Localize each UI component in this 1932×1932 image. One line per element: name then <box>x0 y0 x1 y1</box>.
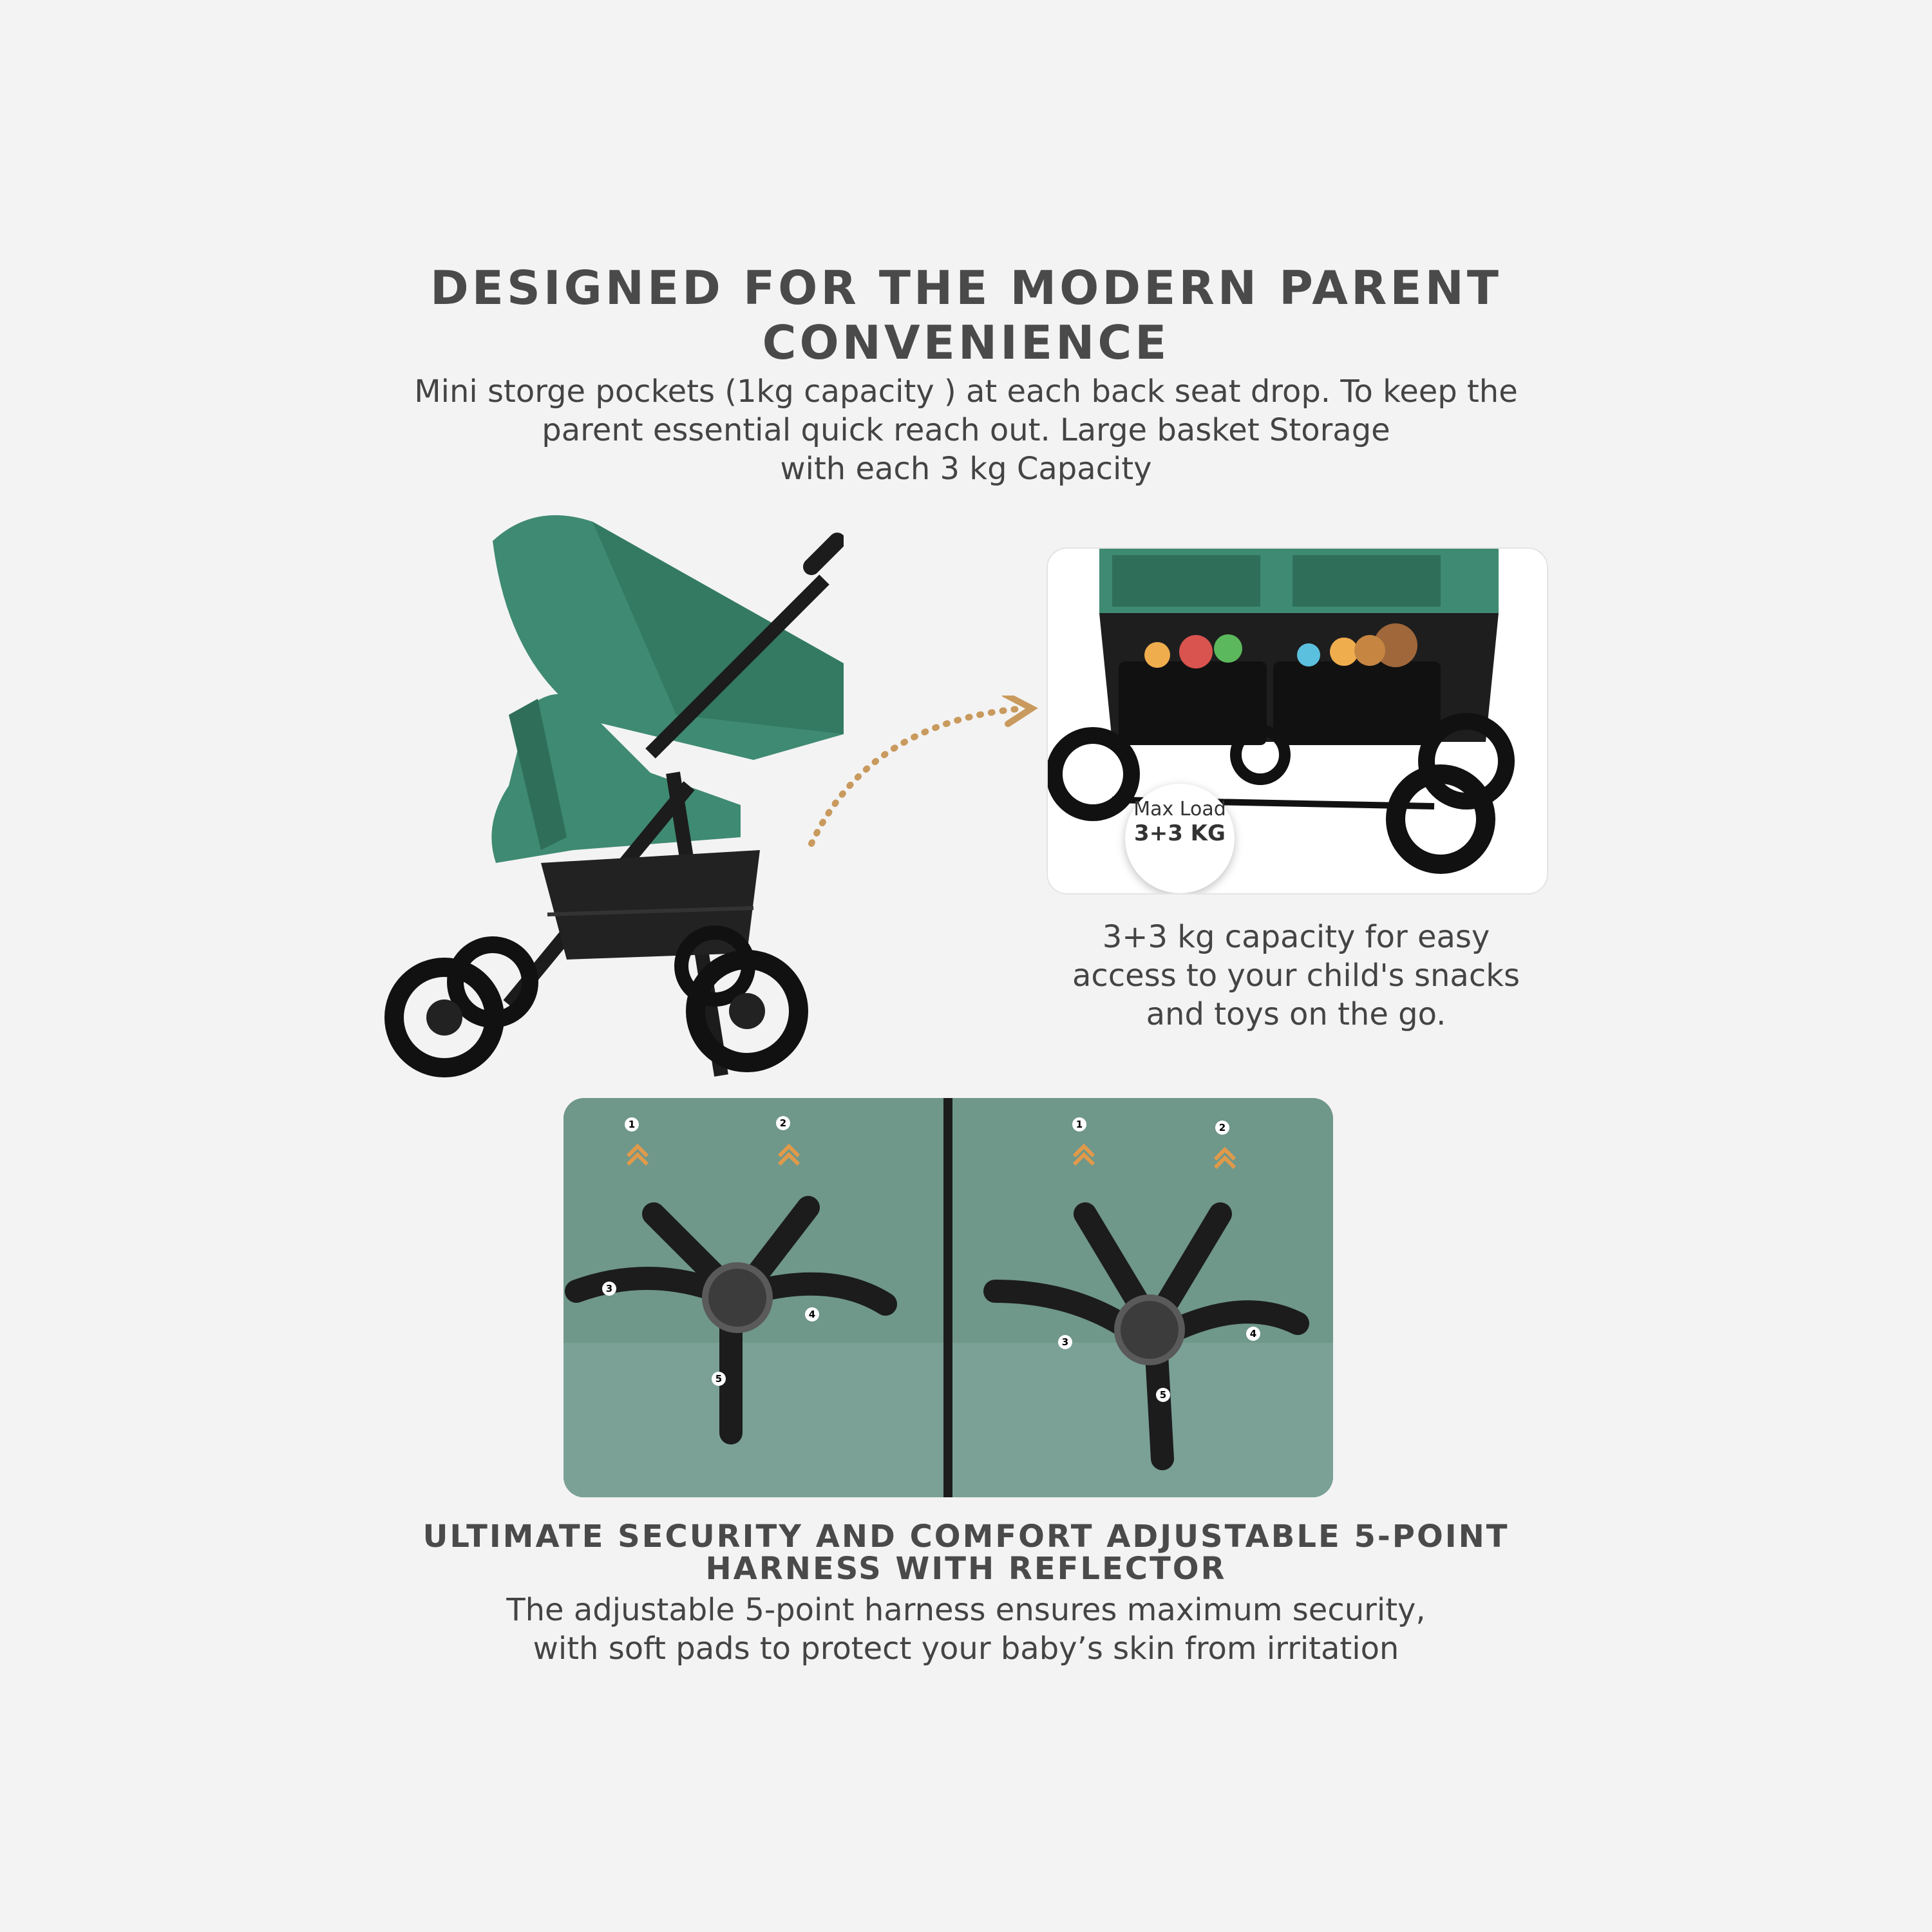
max-load-value: 3+3 KG <box>1134 820 1226 846</box>
max-load-badge <box>1125 784 1235 893</box>
basket-caption-line3: and toys on the go. <box>1146 996 1446 1032</box>
harness-left-marker-2: 2 <box>776 1116 790 1130</box>
section-title-line2: CONVENIENCE <box>762 316 1170 370</box>
harness-image <box>564 1098 1333 1497</box>
harness-right-marker-2: 2 <box>1215 1121 1229 1135</box>
stroller-side-view-image <box>380 502 844 1082</box>
harness-right-marker-1: 1 <box>1072 1117 1086 1132</box>
harness-card <box>564 1098 1333 1497</box>
harness-description <box>0 1591 1932 1668</box>
harness-right-marker-4: 4 <box>1246 1327 1260 1341</box>
dotted-arrow-icon <box>799 696 1043 863</box>
harness-title-line2: HARNESS WITH REFLECTOR <box>705 1551 1227 1587</box>
basket-storage-card <box>1046 547 1548 895</box>
harness-description-line1: The adjustable 5-point harness ensures maximum security, <box>506 1592 1426 1628</box>
harness-left-marker-5: 5 <box>712 1372 726 1386</box>
harness-left-marker-3: 3 <box>602 1282 616 1296</box>
section-title-line1: DESIGNED FOR THE MODERN PARENT <box>430 261 1502 315</box>
section-description-line1: Mini storge pockets (1kg capacity ) at each back seat drop. To keep the <box>414 374 1518 410</box>
basket-storage-image <box>1048 549 1547 893</box>
harness-left-marker-1: 1 <box>625 1117 639 1132</box>
harness-right-marker-3: 3 <box>1058 1335 1072 1349</box>
section-description-line2: parent essential quick reach out. Large basket Storage <box>542 412 1390 448</box>
basket-caption-line1: 3+3 kg capacity for easy <box>1102 919 1490 955</box>
basket-caption-line2: access to your child's snacks <box>1072 958 1520 994</box>
max-load-label: Max Load <box>1133 798 1226 820</box>
harness-left-marker-4: 4 <box>805 1307 819 1321</box>
harness-description-line2: with soft pads to protect your baby’s skin from irritation <box>533 1631 1399 1667</box>
harness-right-marker-5: 5 <box>1156 1388 1170 1402</box>
basket-caption <box>1046 918 1546 1034</box>
section-description <box>0 372 1932 488</box>
harness-title-line1: ULTIMATE SECURITY AND COMFORT ADJUSTABLE 5-POINT <box>422 1519 1510 1555</box>
section-description-line3: with each 3 kg Capacity <box>780 451 1152 487</box>
